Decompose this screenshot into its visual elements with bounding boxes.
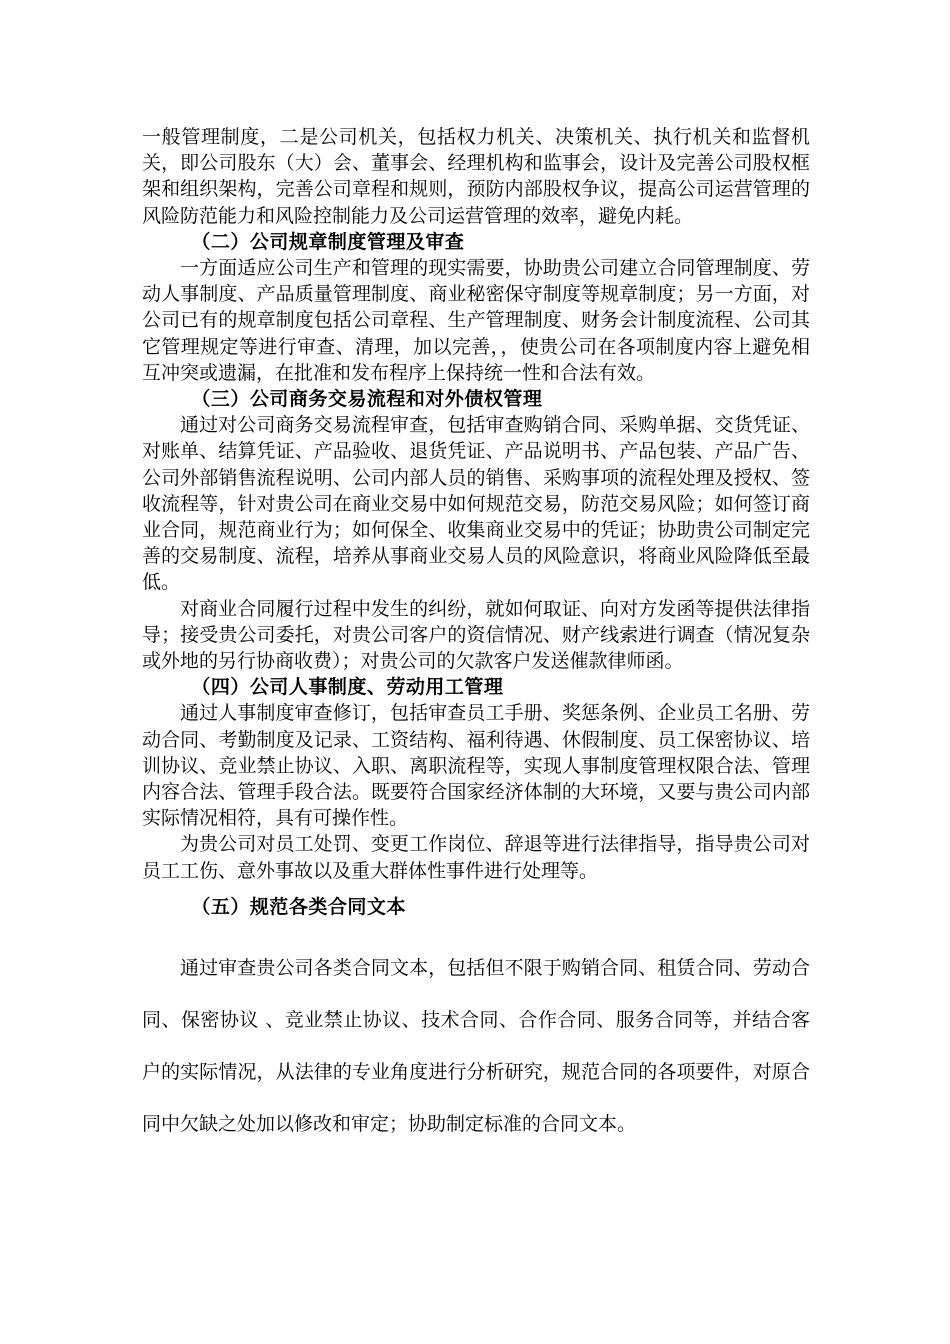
body-paragraph: 一方面适应公司生产和管理的现实需要，协助贵公司建立合同管理制度、劳动人事制度、产品质量管理制度、商业秘密保守制度等规章制度；另一方面，对公司已有的规章制度包括公司章程、生产管理制度、财务会计制度流程、公司其它管理规定等进行审查、清理，加以完善，，使贵公司在各项制度内容上避免相互冲突或遗漏，在批准和发布程序上保持统一性和合法有效。 bbox=[142, 257, 810, 384]
body-paragraph-contracts: 通过审查贵公司各类合同文本，包括但不限于购销合同、租赁合同、劳动合同、保密协议 、竞业禁止协议、技术合同、合作合同、服务合同等，并结合客户的实际情况，从法律的专业角度进行分析研究，规范合同的各项要件，对原合同中欠缺之处加以修改和审定；协助制定标准的合同文本。 bbox=[142, 957, 810, 1136]
document-body bbox=[142, 124, 810, 1150]
body-paragraph: 对商业合同履行过程中发生的纠纷，就如何取证、向对方发函等提供法律指导；接受贵公司委托，对贵公司客户的资信情况、财产线索进行调查（情况复杂或外地的另行协商收费）；对贵公司的欠款客户发送催款律师函。 bbox=[142, 597, 810, 673]
section-heading-5: （五）规范各类合同文本 bbox=[191, 895, 406, 918]
section-heading-3: （三）公司商务交易流程和对外债权管理 bbox=[191, 388, 543, 411]
section-heading-4: （四）公司人事制度、劳动用工管理 bbox=[191, 676, 504, 699]
body-paragraph: 通过对公司商务交易流程审查，包括审查购销合同、采购单据、交货凭证、对账单、结算凭证、产品验收、退货凭证、产品说明书、产品包装、产品广告、公司外部销售流程说明、公司内部人员的销售、采购事项的流程处理及授权、签收流程等，针对贵公司在商业交易中如何规范交易，防范交易风险；如何签订商业合同，规范商业行为；如何保全、收集商业交易中的凭证；协助贵公司制定完善的交易制度、流程，培养从事商业交易人员的风险意识，将商业风险降低至最低。 bbox=[142, 414, 810, 594]
section-heading-2: （二）公司规章制度管理及审查 bbox=[191, 230, 465, 253]
body-paragraph: 为贵公司对员工处罚、变更工作岗位、辞退等进行法律指导，指导贵公司对员工工伤、意外事故以及重大群体性事件进行处理等。 bbox=[142, 833, 810, 882]
body-paragraph: 通过人事制度审查修订，包括审查员工手册、奖惩条例、企业员工名册、劳动合同、考勤制度及记录、工资结构、福利待遇、休假制度、员工保密协议、培训协议、竞业禁止协议、入职、离职流程等，实现人事制度管理权限合法、管理内容合法、管理手段合法。既要符合国家经济体制的大环境，又要与贵公司内部实际情况相符，具有可操作性。 bbox=[142, 702, 810, 830]
body-paragraph-continuation: 一般管理制度，二是公司机关，包括权力机关、决策机关、执行机关和监督机关，即公司股东（大）会、董事会、经理机构和监事会，设计及完善公司股权框架和组织架构，完善公司章程和规则，预防内部股权争议，提高公司运营管理的风险防范能力和风险控制能力及公司运营管理的效率，避免内耗。 bbox=[142, 126, 810, 227]
